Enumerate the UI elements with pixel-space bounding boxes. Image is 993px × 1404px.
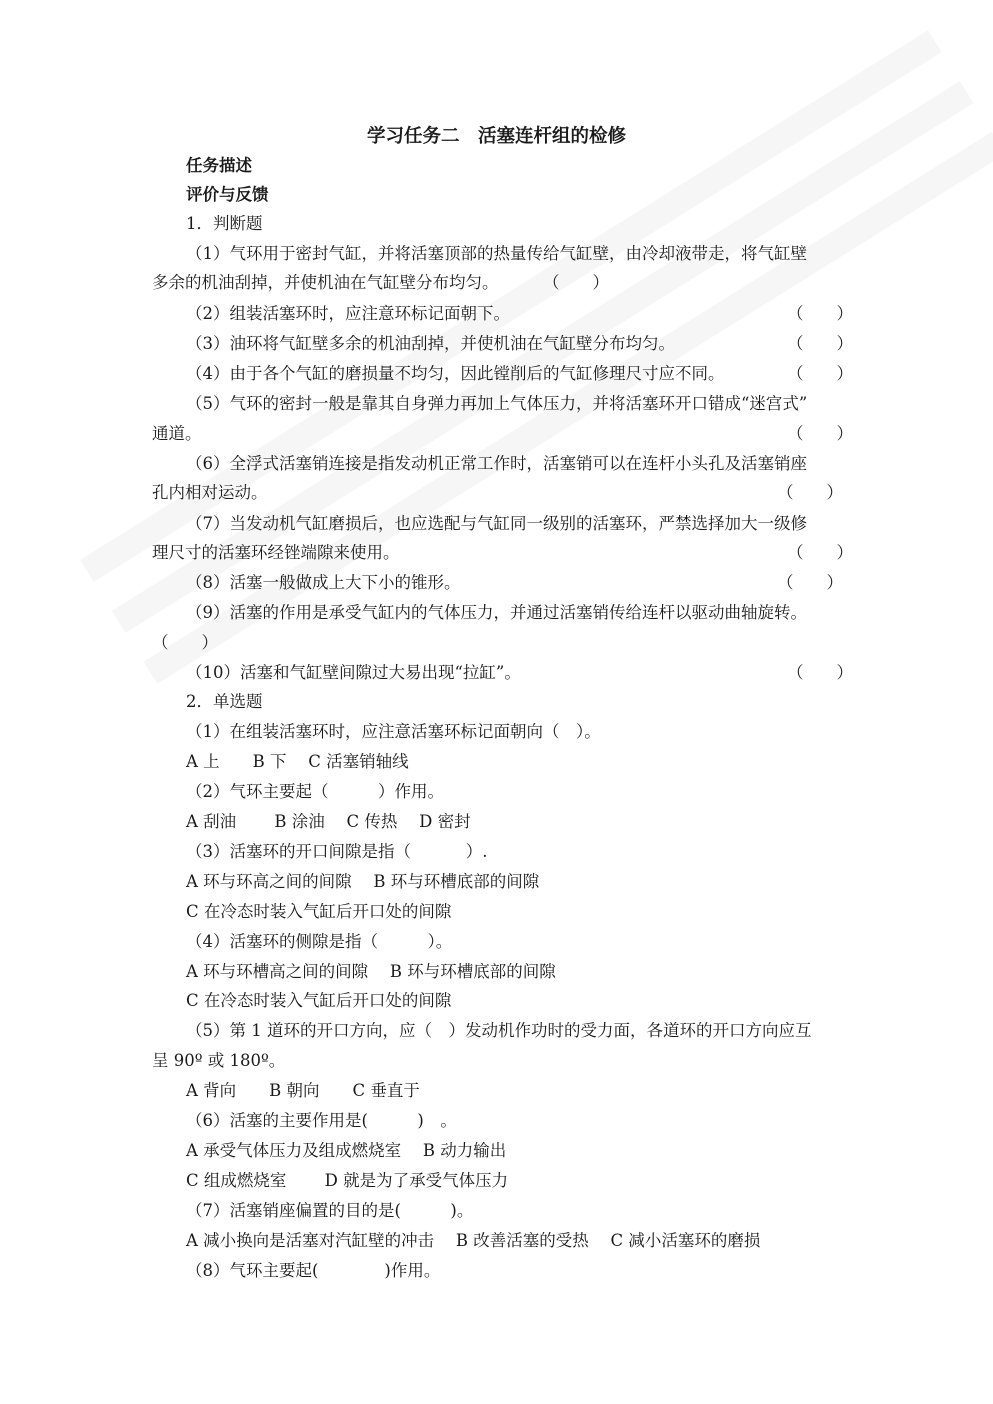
tf-q7-line2: 理尺寸的活塞环经锉端隙来使用。 [152, 543, 400, 562]
mc-q4-options-1: A 环与环槽高之间的间隙 B 环与环槽底部的间隙 [186, 962, 556, 981]
tf-q6-answer: （ ） [777, 483, 843, 502]
tf-q9: （9）活塞的作用是承受气缸内的气体压力，并通过活塞销传给连杆以驱动曲轴旋转。 [186, 603, 807, 622]
mc-q1: （1）在组装活塞环时，应注意活塞环标记面朝向（ ）。 [186, 722, 601, 741]
tf-q8: （8）活塞一般做成上大下小的锥形。 [186, 573, 461, 592]
tf-q2: （2）组装活塞环时，应注意环标记面朝下。 [186, 304, 510, 323]
tf-q5-line1: （5）气环的密封一般是靠其自身弹力再加上气体压力，并将活塞环开口错成“迷宫式” [186, 394, 808, 413]
mc-q5-line2: 呈 90º 或 180º。 [152, 1051, 286, 1070]
tf-q1-line1: （1）气环用于密封气缸，并将活塞顶部的热量传给气缸壁，由冷却液带走，将气缸壁 [186, 244, 807, 263]
mc-q2-options: A 刮油 B 涂油 C 传热 D 密封 [186, 812, 471, 831]
tf-q3-answer: （ ） [787, 334, 853, 353]
tf-q8-answer: （ ） [777, 573, 843, 592]
mc-q7-options: A 减小换向是活塞对汽缸壁的冲击 B 改善活塞的受热 C 减小活塞环的磨损 [186, 1231, 761, 1250]
tf-q6-line2: 孔内相对运动。 [152, 483, 268, 502]
mc-q1-options: A 上 B 下 C 活塞销轴线 [186, 752, 409, 771]
mc-q8: （8）气环主要起( )作用。 [186, 1261, 441, 1280]
tf-q5-answer: （ ） [787, 424, 853, 443]
tf-q2-answer: （ ） [787, 304, 853, 323]
tf-q10: （10）活塞和气缸壁间隙过大易出现“拉缸”。 [186, 663, 521, 682]
heading-task-description: 任务描述 [186, 156, 252, 175]
mc-q6-options-2: C 组成燃烧室 D 就是为了承受气体压力 [186, 1171, 509, 1190]
mc-q3-options-2: C 在冷态时装入气缸后开口处的间隙 [186, 902, 452, 921]
tf-q10-answer: （ ） [787, 663, 853, 682]
mc-q4: （4）活塞环的侧隙是指（ ）。 [186, 932, 453, 951]
tf-q3: （3）油环将气缸壁多余的机油刮掉，并使机油在气缸壁分布均匀。 [186, 334, 675, 353]
tf-q1-answer: （ ） [543, 273, 609, 292]
section-true-false: 1．判断题 [186, 214, 263, 233]
mc-q5-line1: （5）第 1 道环的开口方向，应（ ）发动机作功时的受力面，各道环的开口方向应互 [186, 1021, 812, 1040]
heading-evaluation: 评价与反馈 [186, 185, 269, 204]
mc-q5-options: A 背向 B 朝向 C 垂直于 [186, 1081, 420, 1100]
tf-q7-answer: （ ） [787, 543, 853, 562]
tf-q4: （4）由于各个气缸的磨损量不均匀，因此镗削后的气缸修理尺寸应不同。 [186, 364, 725, 383]
mc-q6-options-1: A 承受气体压力及组成燃烧室 B 动力输出 [186, 1141, 507, 1160]
tf-q4-answer: （ ） [787, 364, 853, 383]
section-single-choice: 2．单选题 [186, 692, 263, 711]
mc-q3-options-1: A 环与环高之间的间隙 B 环与环槽底部的间隙 [186, 872, 540, 891]
mc-q4-options-2: C 在冷态时装入气缸后开口处的间隙 [186, 991, 452, 1010]
mc-q3: （3）活塞环的开口间隙是指（ ）. [186, 842, 488, 861]
mc-q2: （2）气环主要起（ ）作用。 [186, 782, 444, 801]
mc-q6: （6）活塞的主要作用是( ) 。 [186, 1111, 457, 1130]
tf-q6-line1: （6）全浮式活塞销连接是指发动机正常工作时，活塞销可以在连杆小头孔及活塞销座 [186, 454, 807, 473]
tf-q7-line1: （7）当发动机气缸磨损后，也应选配与气缸同一级别的活塞环，严禁选择加大一级修 [186, 514, 807, 533]
tf-q5-line2: 通道。 [152, 424, 202, 443]
mc-q7: （7）活塞销座偏置的目的是( )。 [186, 1201, 474, 1220]
page-title: 学习任务二 活塞连杆组的检修 [366, 126, 626, 147]
tf-q9-answer: （ ） [152, 633, 218, 652]
tf-q1-line2: 多余的机油刮掉，并使机油在气缸壁分布均匀。 [152, 273, 499, 292]
